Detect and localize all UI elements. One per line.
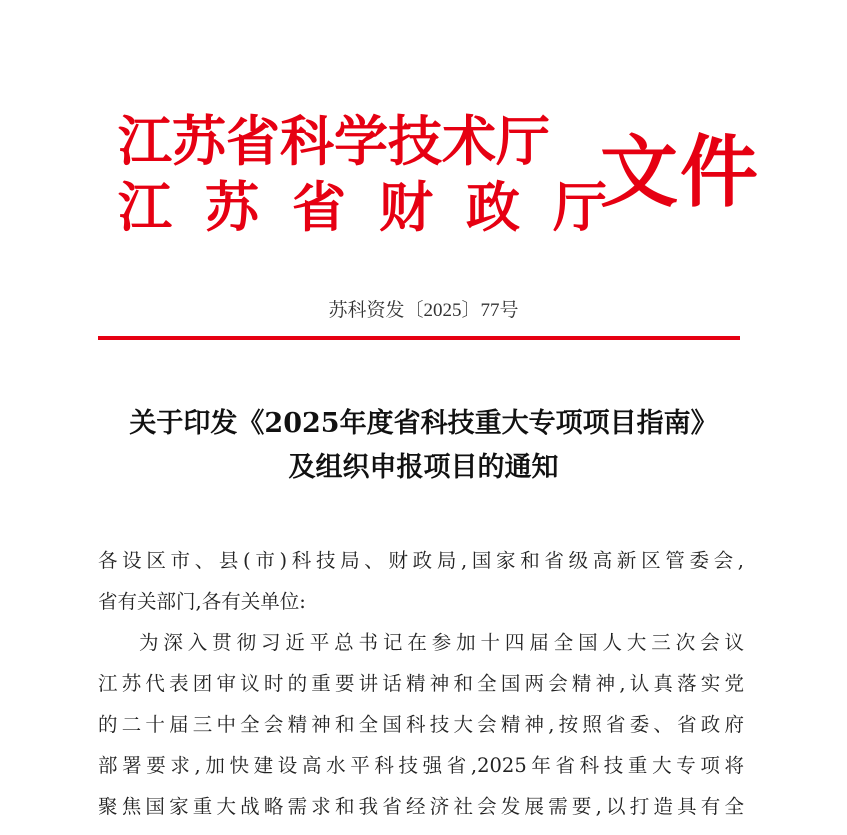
paragraph-1-line-3: 的二十届三中全会精神和全国科技大会精神,按照省委、省政府: [98, 713, 744, 736]
paragraph-1-line-5: 聚焦国家重大战略需求和我省经济社会发展需要,以打造具有全: [98, 795, 744, 818]
red-divider-line: [98, 336, 740, 340]
document-title-line-2: 及组织申报项目的通知: [288, 452, 559, 483]
document-title-line-1: 关于印发《2025年度省科技重大专项项目指南》: [129, 408, 718, 439]
document-number: 苏科资发〔2025〕77号: [328, 300, 519, 321]
paragraph-1-line-1: 为深入贯彻习近平总书记在参加十四届全国人大三次会议: [139, 631, 744, 654]
addressee-line-1: 各设区市、县(市)科技局、财政局,国家和省级高新区管委会,: [98, 549, 744, 572]
issuer-science-department: 江苏省科学技术厅: [118, 109, 550, 173]
document-title: [60, 402, 787, 490]
issuer-block: [118, 108, 640, 240]
paragraph-1-line-4: 部署要求,加快建设高水平科技强省,2025年省科技重大专项将: [98, 754, 744, 777]
paragraph-1-line-2: 江苏代表团审议时的重要讲话精神和全国两会精神,认真落实党: [98, 672, 744, 695]
document-body: [98, 540, 744, 827]
issuer-finance-department: 江苏省财政厅: [118, 175, 640, 239]
document-type-label: 文件: [600, 127, 761, 218]
addressee-line-2: 省有关部门,各有关单位:: [98, 590, 306, 613]
